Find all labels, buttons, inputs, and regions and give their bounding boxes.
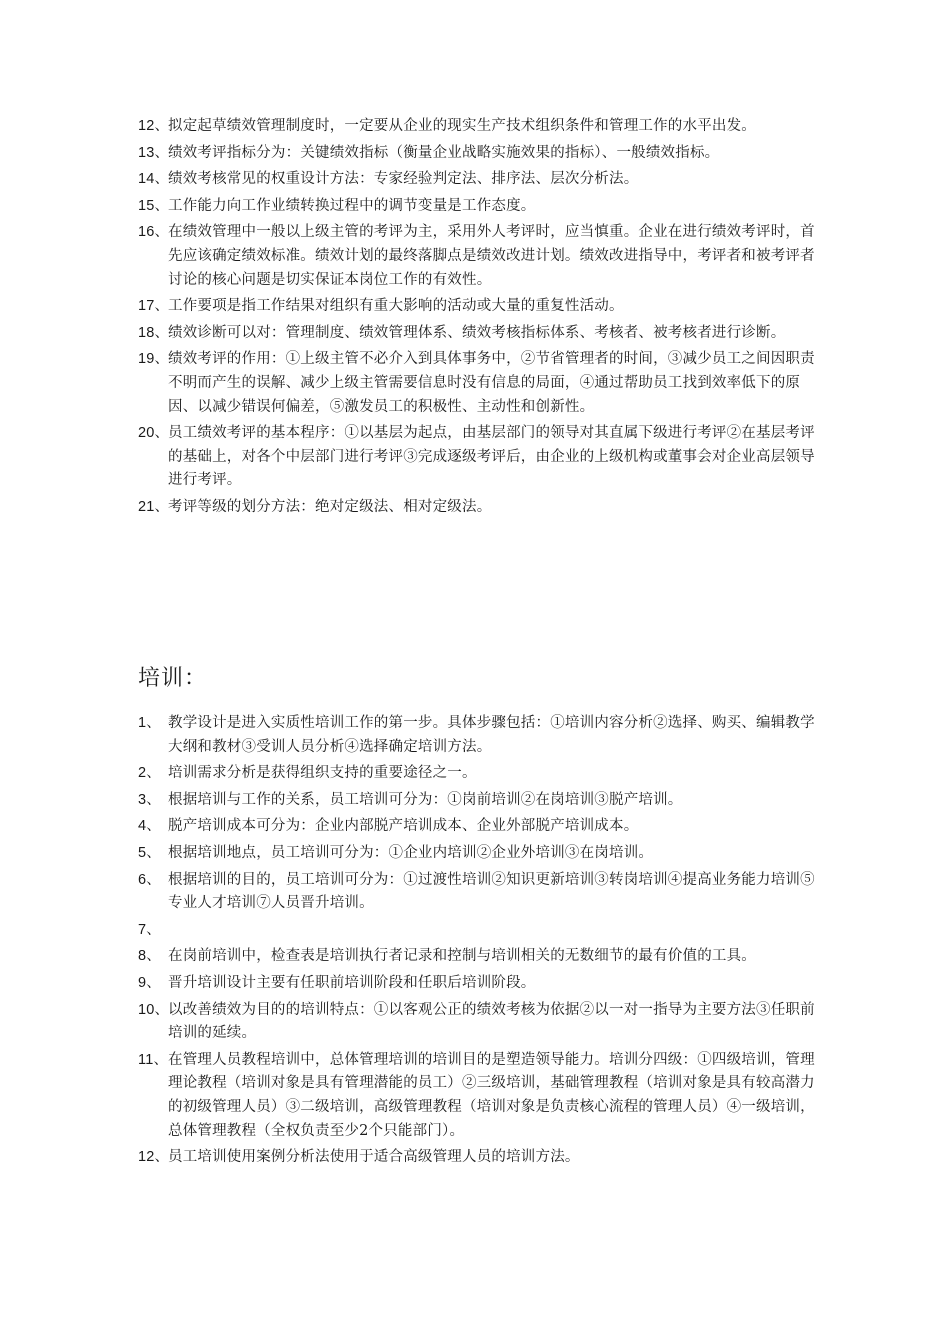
item-number: 16、	[138, 224, 170, 241]
list-item	[138, 999, 818, 1046]
item-number: 13、	[138, 144, 170, 161]
item-text: 绩效考核常见的权重设计方法：专家经验判定法、排序法、层次分析法。	[168, 171, 639, 188]
item-text: 员工培训使用案例分析法使用于适合高级管理人员的培训方法。	[168, 1149, 580, 1166]
list-item	[138, 945, 818, 969]
item-number: 10、	[138, 1001, 170, 1018]
performance-list	[138, 115, 818, 523]
list-item	[138, 789, 818, 813]
list-item	[138, 972, 818, 996]
list-item	[138, 919, 818, 943]
item-number: 19、	[138, 351, 170, 368]
item-number: 11、	[138, 1051, 169, 1068]
item-text: 在管理人员教程培训中，总体管理培训的培训目的是塑造领导能力。培训分四级：①四级培训，管理理论教程（培训对象是具有管理潜能的员工）②三级培训，基础管理教程（培训对象是具有较高潜力的初级管理人员）③二级培训，高级管理教程（培训对象是负责核心流程的管理人员）④一级培训，总体管理教程（全权负责至少2个只能部门）。	[168, 1051, 815, 1139]
item-text: 绩效考评指标分为：关键绩效指标（衡量企业战略实施效果的指标）、一般绩效指标。	[168, 144, 720, 161]
item-text: 脱产培训成本可分为：企业内部脱产培训成本、企业外部脱产培训成本。	[168, 818, 639, 835]
list-item	[138, 712, 818, 759]
list-item	[138, 762, 818, 786]
item-number: 14、	[138, 171, 170, 188]
item-number: 7、	[138, 921, 161, 938]
item-text: 根据培训的目的，员工培训可分为：①过渡性培训②知识更新培训③转岗培训④提高业务能力培训⑤专业人才培训⑦人员晋升培训。	[168, 871, 815, 912]
item-number: 6、	[138, 871, 161, 888]
list-item	[138, 195, 818, 219]
list-item	[138, 115, 818, 139]
item-text: 绩效诊断可以对：管理制度、绩效管理体系、绩效考核指标体系、考核者、被考核者进行诊断。	[168, 324, 786, 341]
item-text: 考评等级的划分方法：绝对定级法、相对定级法。	[168, 498, 492, 515]
item-number: 2、	[138, 765, 161, 782]
item-text: 绩效考评的作用：①上级主管不必介入到具体事务中，②节省管理者的时间，③减少员工之间因职责不明而产生的误解、减少上级主管需要信息时没有信息的局面，④通过帮助员工找到效率低下的原因、以减少错误何偏差，⑤激发员工的积极性、主动性和创新性。	[168, 351, 815, 415]
list-item	[138, 496, 818, 520]
item-number: 12、	[138, 118, 170, 134]
item-number: 17、	[138, 298, 170, 315]
item-number: 5、	[138, 844, 161, 861]
list-item	[138, 322, 818, 346]
item-text: 工作要项是指工作结果对组织有重大影响的活动或大量的重复性活动。	[168, 298, 624, 315]
item-text	[168, 919, 818, 943]
item-text: 根据培训地点，员工培训可分为：①企业内培训②企业外培训③在岗培训。	[168, 844, 654, 861]
list-item	[138, 1146, 818, 1170]
item-number: 21、	[138, 498, 170, 515]
list-item	[138, 869, 818, 916]
item-text: 根据培训与工作的关系，员工培训可分为：①岗前培训②在岗培训③脱产培训。	[168, 791, 683, 808]
item-text: 晋升培训设计主要有任职前培训阶段和任职后培训阶段。	[168, 974, 536, 991]
item-number: 3、	[138, 791, 161, 808]
list-item	[138, 422, 818, 493]
list-item	[138, 348, 818, 419]
list-item	[138, 842, 818, 866]
item-number: 20、	[138, 425, 170, 442]
training-list	[138, 712, 818, 1173]
item-number: 9、	[138, 974, 161, 991]
item-number: 1、	[138, 715, 161, 731]
item-number: 4、	[138, 818, 161, 835]
list-item	[138, 221, 818, 292]
list-item	[138, 815, 818, 839]
item-text: 在岗前培训中，检查表是培训执行者记录和控制与培训相关的无数细节的最有价值的工具。	[168, 948, 756, 965]
list-item	[138, 1049, 818, 1143]
item-text: 员工绩效考评的基本程序：①以基层为起点，由基层部门的领导对其直属下级进行考评②在基层考评的基础上，对各个中层部门进行考评③完成逐级考评后，由企业的上级机构或董事会对企业高层领导进行考评。	[168, 425, 815, 489]
item-text: 以改善绩效为目的的培训特点：①以客观公正的绩效考核为依据②以一对一指导为主要方法③任职前培训的延续。	[168, 1001, 815, 1042]
item-number: 15、	[138, 197, 170, 214]
item-text: 工作能力向工作业绩转换过程中的调节变量是工作态度。	[168, 197, 536, 214]
item-text: 教学设计是进入实质性培训工作的第一步。具体步骤包括：①培训内容分析②选择、购买、编辑教学大纲和教材③受训人员分析④选择确定培训方法。	[168, 715, 815, 755]
item-number: 18、	[138, 324, 170, 341]
item-number: 8、	[138, 948, 161, 965]
item-text: 拟定起草绩效管理制度时，一定要从企业的现实生产技术组织条件和管理工作的水平出发。	[168, 118, 756, 134]
item-text: 在绩效管理中一般以上级主管的考评为主，采用外人考评时，应当慎重。企业在进行绩效考评时，首先应该确定绩效标准。绩效计划的最终落脚点是绩效改进计划。绩效改进指导中，考评者和被考评者讨论的核心问题是切实保证本岗位工作的有效性。	[168, 224, 815, 288]
list-item	[138, 168, 818, 192]
list-item	[138, 295, 818, 319]
section-heading-training: 培训：	[138, 666, 208, 691]
item-number: 12、	[138, 1149, 170, 1166]
list-item	[138, 142, 818, 166]
item-text: 培训需求分析是获得组织支持的重要途径之一。	[168, 765, 477, 782]
